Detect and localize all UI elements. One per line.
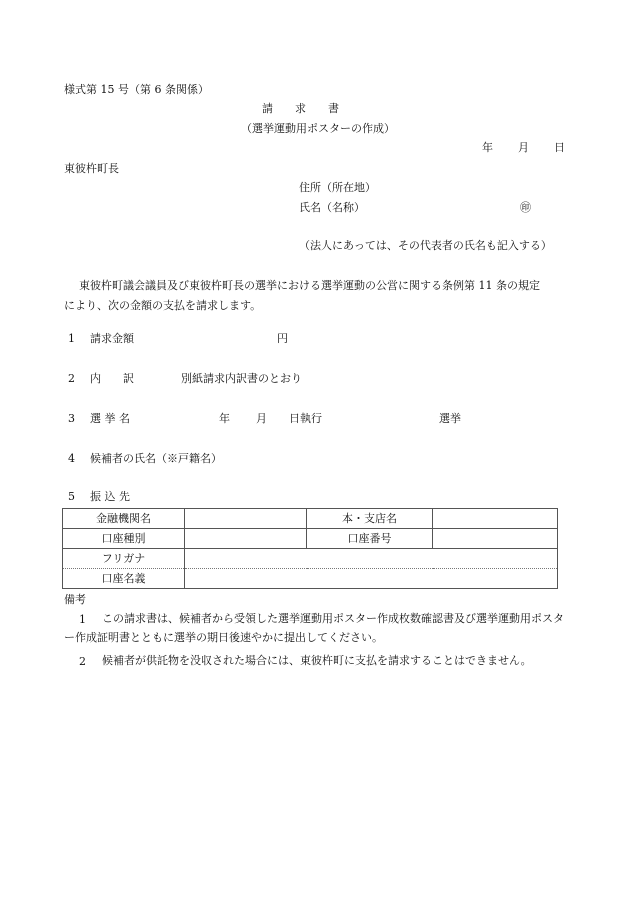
- document-subtitle: （選挙運動用ポスターの作成）: [241, 122, 395, 135]
- date-year: 年: [482, 141, 493, 154]
- request-text-line1: 東彼杵町議会議員及び東彼杵町長の選挙における選挙運動の公営に関する条例第 11 条の規定: [79, 279, 540, 292]
- election-year: 年: [219, 412, 230, 425]
- election-label: 選 挙 名: [90, 412, 130, 425]
- date-day: 日: [554, 141, 565, 154]
- bank-account-table: [62, 508, 558, 589]
- account-type-field[interactable]: [185, 529, 307, 549]
- item-number: 2: [68, 372, 75, 385]
- remark-number: 1: [79, 613, 86, 626]
- election-date-suffix: 日執行: [289, 412, 322, 425]
- candidate-label: 候補者の氏名（※戸籍名）: [90, 452, 222, 465]
- branch-label: 本・支店名: [307, 509, 433, 529]
- remark-number: 2: [79, 655, 86, 668]
- institution-field[interactable]: [185, 509, 307, 529]
- election-suffix: 選挙: [439, 412, 461, 425]
- amount-label: 請求金額: [90, 332, 134, 345]
- account-number-label: 口座番号: [307, 529, 433, 549]
- account-holder-field[interactable]: [185, 569, 558, 589]
- transfer-label: 振 込 先: [90, 490, 130, 503]
- account-holder-label: 口座名義: [63, 569, 185, 589]
- election-month: 月: [256, 412, 267, 425]
- item-number: 3: [68, 412, 75, 425]
- remark-2: 候補者が供託物を没収された場合には、東彼杵町に支払を請求することはできません。: [102, 654, 532, 667]
- furigana-field[interactable]: [185, 549, 558, 569]
- breakdown-label: 内 訳: [90, 372, 134, 385]
- seal-mark: ㊞: [520, 201, 531, 214]
- amount-unit: 円: [277, 332, 288, 345]
- account-type-label: 口座種別: [63, 529, 185, 549]
- breakdown-value: 別紙請求内訳書のとおり: [181, 372, 302, 385]
- account-number-field[interactable]: [433, 529, 558, 549]
- corporation-note: （法人にあっては、その代表者の氏名も記入する）: [299, 239, 552, 252]
- form-number: 様式第 15 号（第 6 条関係）: [64, 83, 209, 96]
- branch-field[interactable]: [433, 509, 558, 529]
- request-text-line2: により、次の金額の支払を請求します。: [64, 299, 262, 312]
- document-title: 請 求 書: [262, 102, 339, 115]
- remarks-heading: 備考: [64, 593, 86, 606]
- item-number: 4: [68, 452, 75, 465]
- addressee: 東彼杵町長: [64, 162, 119, 175]
- item-number: 5: [68, 490, 75, 503]
- item-number: 1: [68, 332, 75, 345]
- institution-label: 金融機関名: [63, 509, 185, 529]
- furigana-label: フリガナ: [63, 549, 185, 569]
- name-label: 氏名（名称）: [299, 201, 365, 214]
- remark-1: この請求書は、候補者から受領した選挙運動用ポスター作成枚数確認書及び選挙運動用ポスター作成証明書とともに選挙の期日後速やかに提出してください。: [64, 612, 564, 644]
- date-month: 月: [518, 141, 529, 154]
- address-label: 住所（所在地）: [299, 181, 376, 194]
